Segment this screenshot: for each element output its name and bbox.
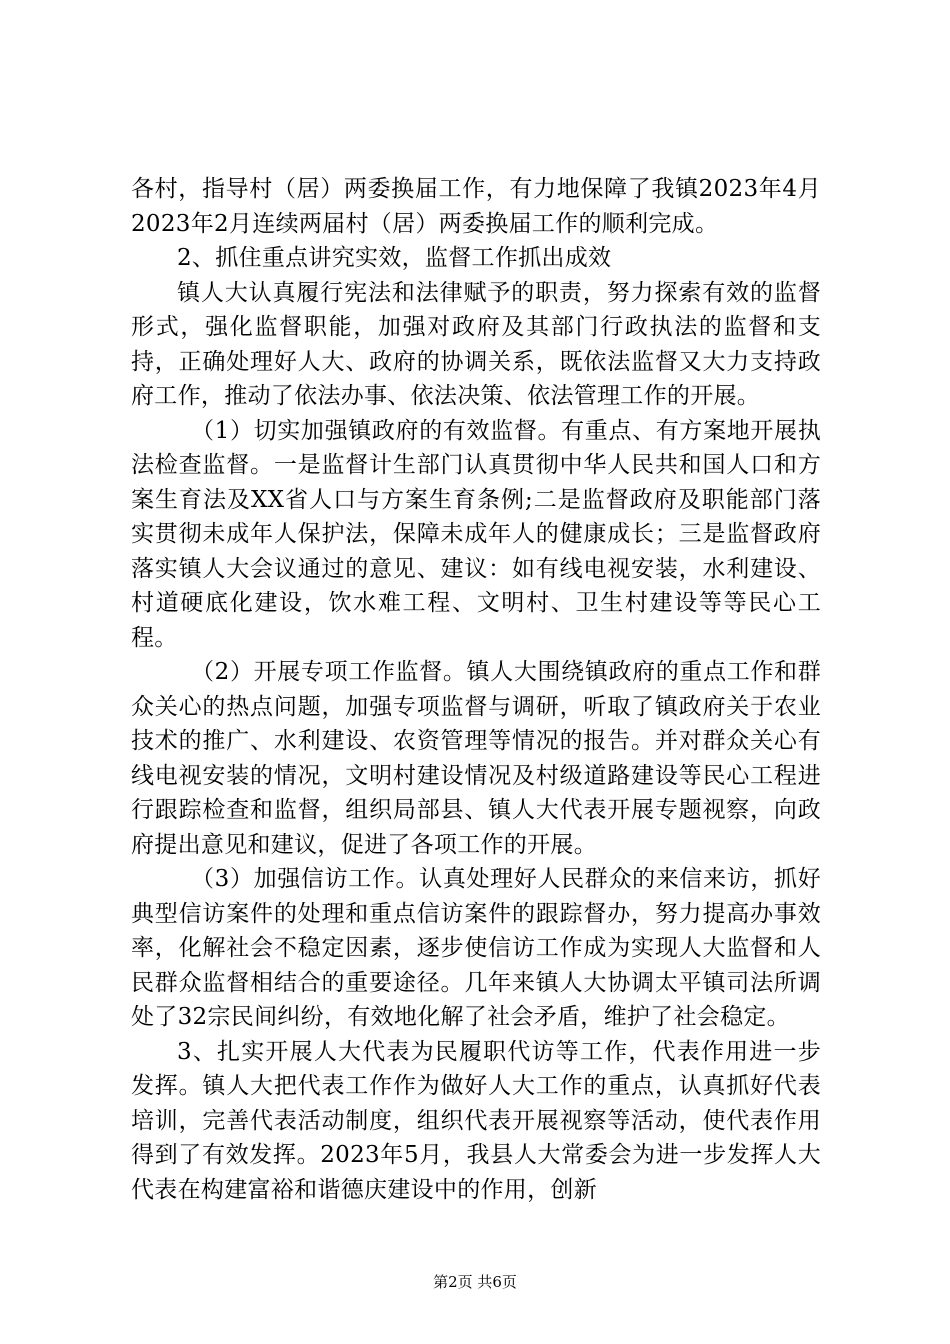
paragraph-item-3: （3）加强信访工作。认真处理好人民群众的来信来访，抓好典型信访案件的处理和重点信访案件的跟踪督办，努力提高办事效率，化解社会不稳定因素，逐步使信访工作成为实现人大监督和人民群众监督相结合的重要途径。几年来镇人大协调太平镇司法所调处了32宗民间纠纷，有效地化解了社会矛盾，维护了社会稳定。 xyxy=(131,866,821,1030)
paragraph-section-3: 3、扎实开展人大代表为民履职代访等工作，代表作用进一步发挥。镇人大把代表工作作为做好人大工作的重点，认真抓好代表培训，完善代表活动制度，组织代表开展视察等活动，使代表作用得到了有效发挥。2023年5月，我县人大常委会为进一步发挥人大代表在构建富裕和谐德庆建设中的作用，创新 xyxy=(131,1038,821,1203)
paragraph-item-2: （2）开展专项工作监督。镇人大围绕镇政府的重点工作和群众关心的热点问题，加强专项监督与调研，听取了镇政府关于农业技术的推广、水利建设、农资管理等情况的报告。并对群众关心有线电视安装的情况，文明村建设情况及村级道路建设等民心工程进行跟踪检查和监督，组织局部县、镇人大代表开展专题视察，向政府提出意见和建议，促进了各项工作的开展。 xyxy=(131,659,821,858)
section-heading-supervision: 2、抓住重点讲究实效，监督工作抓出成效 xyxy=(177,245,612,271)
document-body xyxy=(131,172,821,1207)
paragraph-item-1: （1）切实加强镇政府的有效监督。有重点、有方案地开展执法检查监督。一是监督计生部门认真贯彻中华人民共和国人口和方案生育法及XX省人口与方案生育条例;二是监督政府及职能部门落实贯彻未成年人保护法，保障未成年人的健康成长；三是监督政府落实镇人大会议通过的意见、建议：如有线电视安装，水利建设、村道硬底化建设，饮水难工程、文明村、卫生村建设等等民心工程。 xyxy=(131,417,821,651)
page-footer: 第2页 共6页 xyxy=(433,1273,517,1291)
paragraph-continuation: 各村，指导村（居）两委换届工作，有力地保障了我镇2023年4月2023年2月连续两届村（居）两委换届工作的顺利完成。 xyxy=(131,176,821,237)
paragraph-supervision-intro: 镇人大认真履行宪法和法律赋予的职责，努力探索有效的监督形式，强化监督职能，加强对政府及其部门行政执法的监督和支持，正确处理好人大、政府的协调关系，既依法监督又大力支持政府工作，推动了依法办事、依法决策、依法管理工作的开展。 xyxy=(131,279,821,409)
